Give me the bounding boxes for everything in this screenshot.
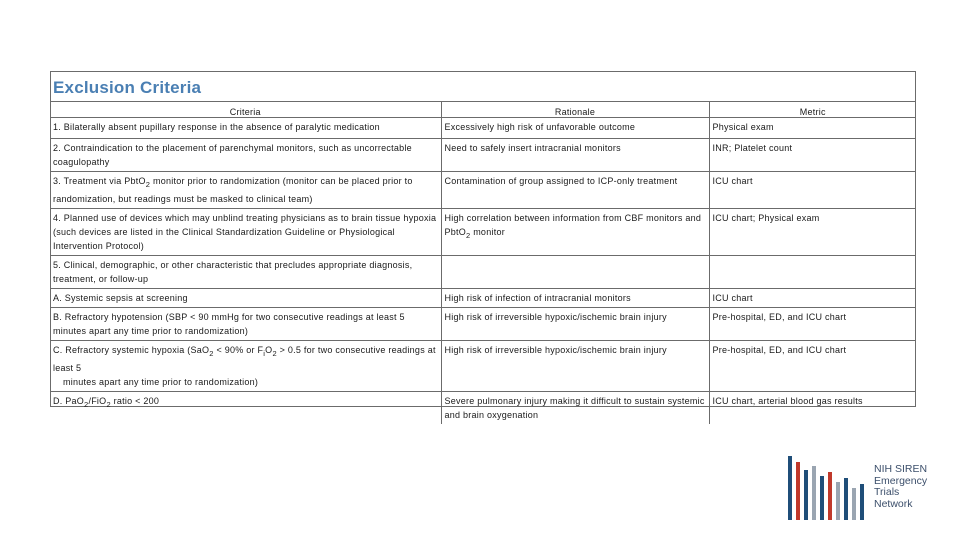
logo-bar [812, 466, 816, 520]
criteria-cell: 3. Treatment via PbtO$_2$ monitor prior to randomization (monitor can be placed prior to randomization, but readings must be masked to clinical team) [50, 172, 441, 209]
rationale-cell: High risk of irreversible hypoxic/ischemic brain injury [441, 307, 709, 340]
rationale-cell: High risk of irreversible hypoxic/ischemic brain injury [441, 340, 709, 391]
logo-bar [796, 462, 800, 520]
metric-cell [709, 255, 916, 288]
siren-logo-wordmark: NIH SIREN Emergency Trials Network [874, 463, 928, 510]
table-row [50, 208, 916, 255]
logo-bar [788, 456, 792, 520]
table-row [50, 172, 916, 209]
metric-cell: Pre-hospital, ED, and ICU chart [709, 307, 916, 340]
metric-cell: ICU chart; Physical exam [709, 208, 916, 255]
metric-cell: ICU chart, arterial blood gas results [709, 391, 916, 424]
exclusion-criteria-table [50, 102, 916, 424]
logo-bar [860, 484, 864, 520]
metric-cell: Pre-hospital, ED, and ICU chart [709, 340, 916, 391]
table-row [50, 307, 916, 340]
table-row [50, 391, 916, 424]
logo-bar [852, 488, 856, 520]
rationale-cell: High correlation between information from CBF monitors and PbtO$_2$ monitor [441, 208, 709, 255]
table-row [50, 255, 916, 288]
logo-bar [836, 482, 840, 520]
metric-cell: ICU chart [709, 172, 916, 209]
column-header-metric: Metric [709, 102, 916, 118]
criteria-cell: C. Refractory systemic hypoxia (SaO$_2$ < 90% or $F_iO_2 > 0.5$ for two consecutive readings at least 5 minutes apart any time prior to randomization) [50, 340, 441, 391]
table-row [50, 118, 916, 139]
column-header-criteria: Criteria [50, 102, 441, 118]
rationale-cell: High risk of infection of intracranial monitors [441, 288, 709, 307]
rationale-cell: Need to safely insert intracranial monitors [441, 139, 709, 172]
criteria-cell: D. PaO$_2$/FiO$_2$ ratio < 200 [53, 395, 160, 409]
criteria-cell: A. Systemic sepsis at screening [50, 288, 441, 307]
table-row [50, 288, 916, 307]
logo-bar [828, 472, 832, 520]
metric-cell: INR; Platelet count [709, 139, 916, 172]
table-row [50, 139, 916, 172]
table-row [50, 340, 916, 391]
criteria-cell: 4. Planned use of devices which may unblind treating physicians as to brain tissue hypoxia (such devices are listed in the Clinical Standardization Guideline or Physiological Intervention Protocol) [50, 208, 441, 255]
rationale-cell: Severe pulmonary injury making it difficult to sustain systemic and brain oxygenation [441, 391, 709, 424]
criteria-cell: B. Refractory hypotension (SBP < 90 mmHg for two consecutive readings at least 5 minutes apart any time prior to randomization) [50, 307, 441, 340]
metric-cell: ICU chart [709, 288, 916, 307]
rationale-cell: Contamination of group assigned to ICP-only treatment [441, 172, 709, 209]
column-header-rationale: Rationale [441, 102, 709, 118]
criteria-cell: 1. Bilaterally absent pupillary response in the absence of paralytic medication [50, 118, 441, 139]
table-header-row [50, 102, 916, 118]
slide-title: Exclusion Criteria [53, 78, 202, 97]
rationale-cell [441, 255, 709, 288]
rationale-cell: Excessively high risk of unfavorable outcome [441, 118, 709, 139]
criteria-cell: 5. Clinical, demographic, or other characteristic that precludes appropriate diagnosis, treatment, or follow-up [50, 255, 441, 288]
criteria-cell: 2. Contraindication to the placement of parenchymal monitors, such as uncorrectable coagulopathy [50, 139, 441, 172]
logo-bar [804, 470, 808, 520]
logo-bar [820, 476, 824, 520]
metric-cell: Physical exam [709, 118, 916, 139]
logo-bar [844, 478, 848, 520]
